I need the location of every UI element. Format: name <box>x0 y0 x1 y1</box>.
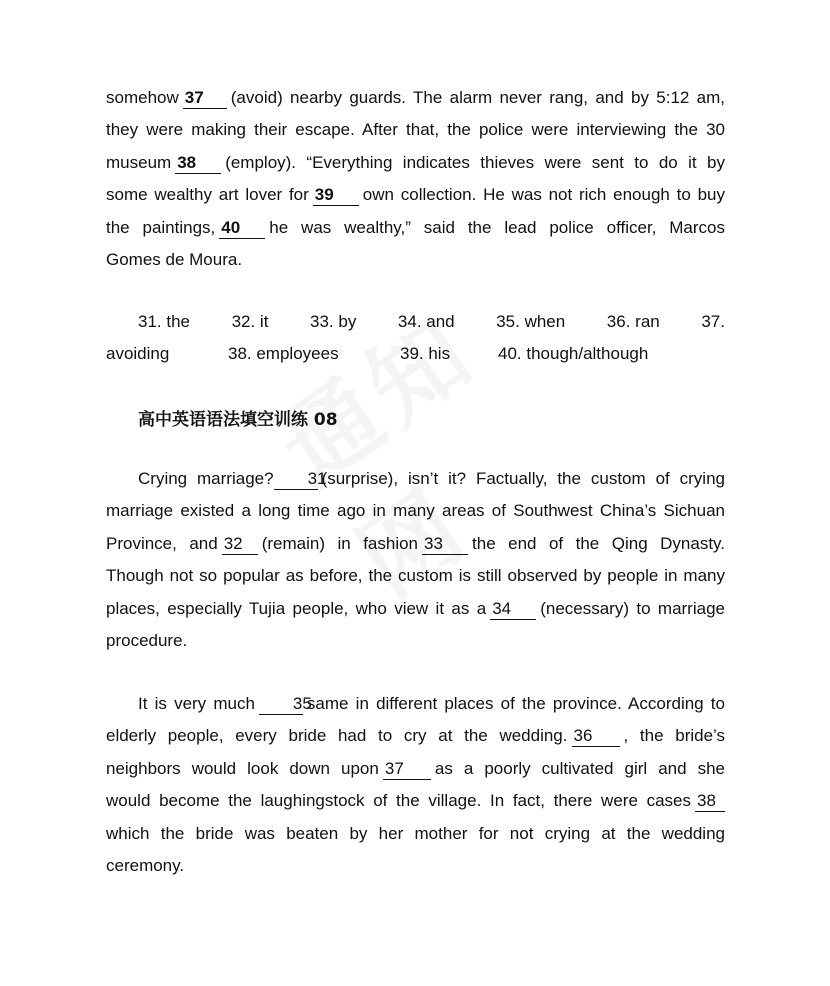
answer-row-2 <box>106 338 725 370</box>
blank-32: 32 <box>222 534 258 555</box>
answer-37-text: avoiding <box>106 344 170 364</box>
blank-37: 37 <box>183 88 227 109</box>
blank-35: 35 <box>259 694 303 715</box>
answer-38: 38. employees <box>228 344 339 364</box>
answer-31: 31. the <box>138 312 190 331</box>
answer-36: 36. ran <box>606 312 660 331</box>
blank-39: 39 <box>313 185 359 206</box>
blank-38: 38 <box>175 153 221 174</box>
passage-2-line-4: Though not so popular as before, the custom is still observed by people in many <box>106 566 725 586</box>
passage-2-line-3: Province, and 32 (remain) in fashion 33 the end of the Qing Dynasty. <box>106 533 726 553</box>
blank-40: 40 <box>219 218 265 239</box>
passage-1-line-4: some wealthy art lover for 39 own collection. He was not rich enough to buy <box>106 185 725 205</box>
passage-2-line-2: marriage existed a long time ago in many areas of Southwest China’s Sichuan <box>106 501 725 521</box>
answer-34: 34. and <box>397 312 455 331</box>
answer-40: 40. though/although <box>498 344 649 364</box>
blank-38-p3: 38 <box>695 791 725 812</box>
passage-1-line-1: somehow 37 (avoid) nearby guards. The alarm never rang, and by 5:12 am, <box>106 88 725 107</box>
answer-row-1 <box>106 306 725 338</box>
answer-39: 39. his <box>400 344 451 364</box>
passage-1-line-3: museum 38 (employ). “Everything indicates thieves were sent to do it by <box>106 152 725 172</box>
blank-33: 33 <box>422 534 468 555</box>
answer-key <box>106 306 725 371</box>
answer-37-number: 37. <box>701 312 725 331</box>
passage-3-line-2: elderly people, every bride had to cry at the wedding. 36 , the bride’s <box>106 726 726 746</box>
passage-2 <box>106 463 725 657</box>
blank-36: 36 <box>572 726 620 747</box>
passage-2-line-1: Crying marriage? 31(surprise), isn’t it? Factually, the custom of crying <box>138 469 725 488</box>
answer-33: 33. by <box>310 312 357 331</box>
passage-2-line-5: places, especially Tujia people, who view it as a 34 (necessary) to marriage <box>106 598 725 618</box>
passage-3-line-3: neighbors would look down upon 37 as a poorly cultivated girl and she <box>106 758 726 778</box>
answer-35: 35. when <box>496 312 566 331</box>
passage-3-line-6: ceremony. <box>106 855 185 875</box>
answer-32: 32. it <box>231 312 269 331</box>
blank-31: 31 <box>274 469 318 490</box>
blank-34: 34 <box>490 599 536 620</box>
passage-1-line-2: they were making their escape. After that, the police were interviewing the 30 <box>106 120 725 140</box>
passage-3-line-1: It is very much 35same in different places of the province. According to <box>138 694 725 713</box>
blank-37-p3: 37 <box>383 759 431 780</box>
passage-3 <box>106 688 725 882</box>
passage-3-line-5: which the bride was beaten by her mother for not crying at the wedding <box>106 823 725 843</box>
passage-1-line-5: the paintings, 40 he was wealthy,” said the lead police officer, Marcos <box>106 217 725 237</box>
passage-3-line-4: would become the laughingstock of the village. In fact, there were cases 38 <box>106 785 725 817</box>
passage-2-line-6: procedure. <box>106 630 188 650</box>
passage-1 <box>106 82 725 276</box>
section-heading: 高中英语语法填空训练 08 <box>138 410 338 430</box>
passage-1-line-6: Gomes de Moura. <box>106 249 243 269</box>
